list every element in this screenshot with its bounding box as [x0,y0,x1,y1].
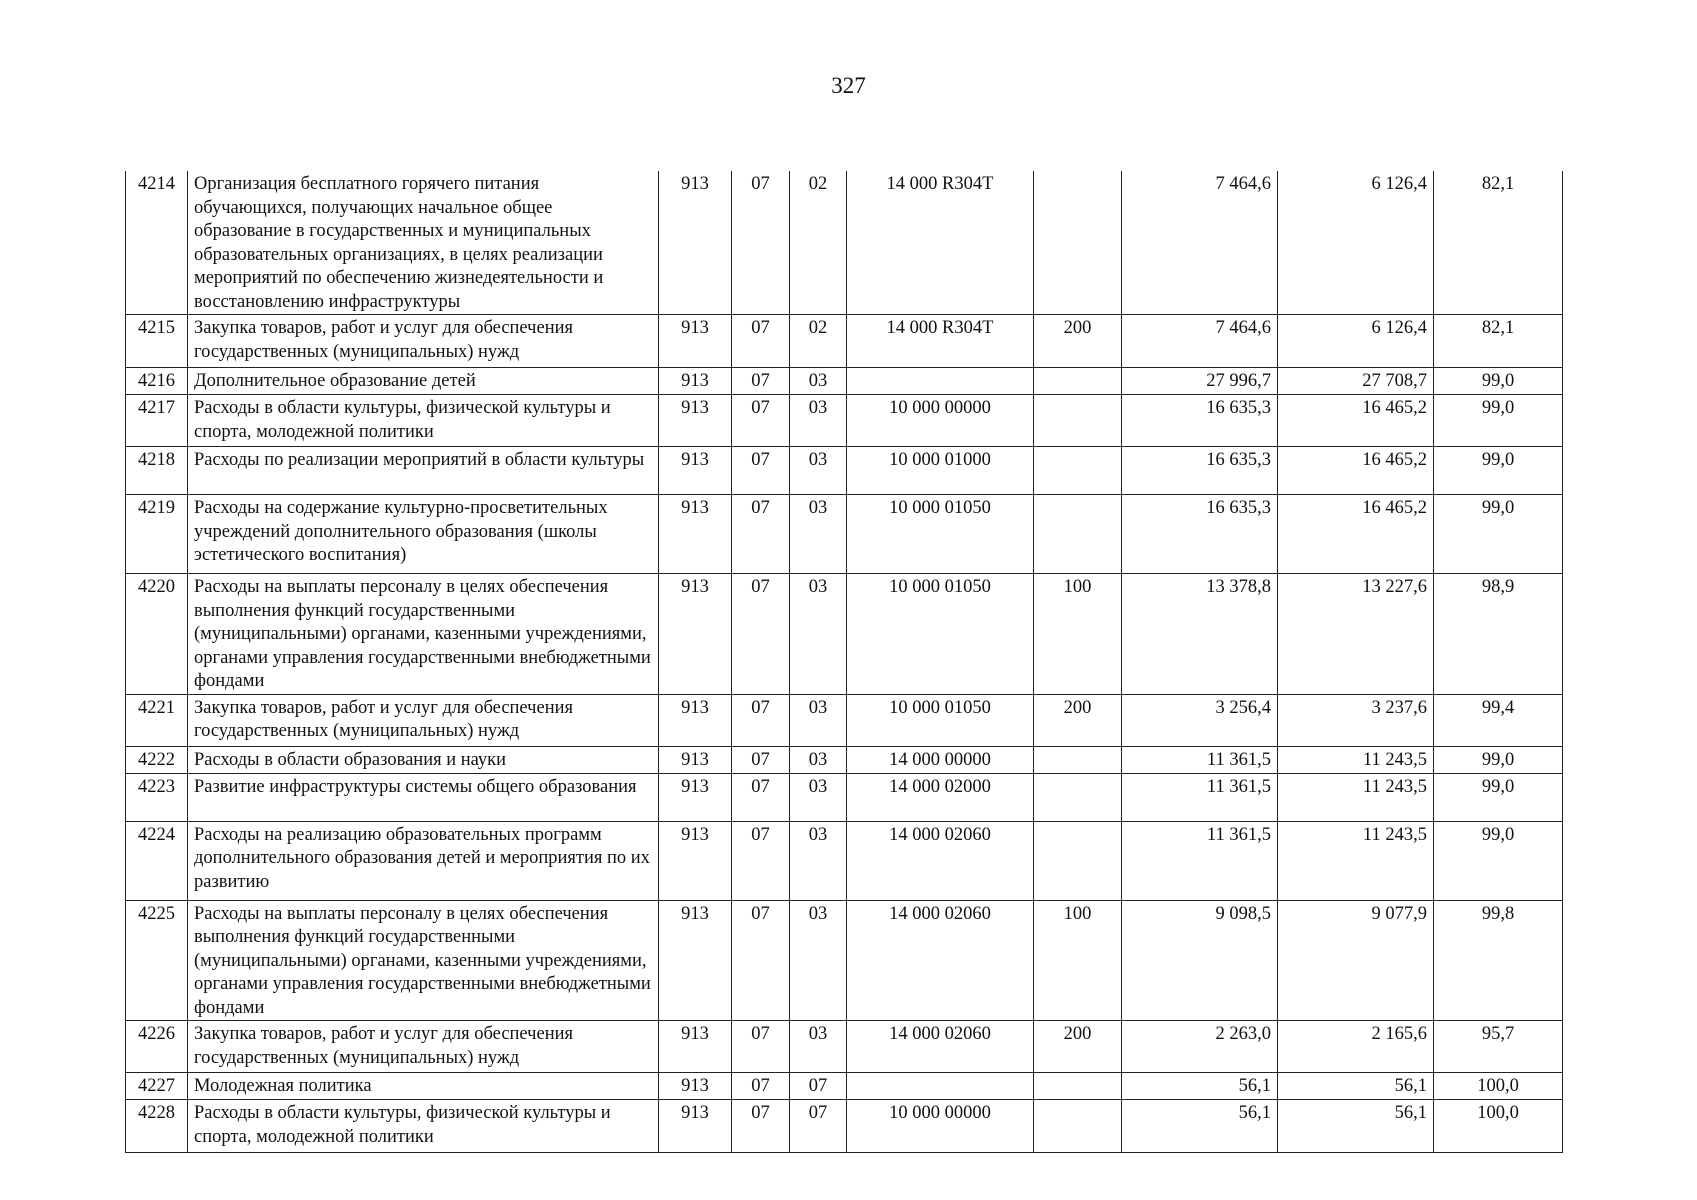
row-number: 4227 [126,1073,188,1100]
row-number: 4223 [126,773,188,821]
expense-name: Молодежная политика [188,1073,659,1100]
execution-percent: 99,0 [1434,368,1563,395]
target-article-code [847,368,1034,395]
department-code: 913 [659,368,732,395]
actual-amount: 6 126,4 [1278,171,1434,315]
subsection-code: 03 [790,694,847,746]
expense-type-code [1034,171,1122,315]
planned-amount: 16 635,3 [1122,447,1278,495]
subsection-code: 03 [790,368,847,395]
department-code: 913 [659,694,732,746]
department-code: 913 [659,495,732,574]
planned-amount: 11 361,5 [1122,773,1278,821]
execution-percent: 100,0 [1434,1073,1563,1100]
row-number: 4219 [126,495,188,574]
expense-name: Расходы в области образования и науки [188,746,659,773]
planned-amount: 7 464,6 [1122,315,1278,368]
section-code: 07 [732,395,790,447]
expense-name: Закупка товаров, работ и услуг для обеспечения государственных (муниципальных) нужд [188,315,659,368]
department-code: 913 [659,315,732,368]
table-row [126,746,1563,773]
table-row [126,315,1563,368]
actual-amount: 56,1 [1278,1100,1434,1153]
execution-percent: 95,7 [1434,1021,1563,1073]
target-article-code: 10 000 01050 [847,574,1034,695]
department-code: 913 [659,821,732,900]
section-code: 07 [732,315,790,368]
row-number: 4228 [126,1100,188,1153]
table-row [126,447,1563,495]
table-row [126,900,1563,1021]
expense-type-code: 200 [1034,694,1122,746]
actual-amount: 13 227,6 [1278,574,1434,695]
planned-amount: 16 635,3 [1122,395,1278,447]
department-code: 913 [659,773,732,821]
subsection-code: 03 [790,1021,847,1073]
subsection-code: 07 [790,1100,847,1153]
section-code: 07 [732,746,790,773]
execution-percent: 100,0 [1434,1100,1563,1153]
execution-percent: 99,8 [1434,900,1563,1021]
target-article-code: 14 000 R304T [847,315,1034,368]
expense-type-code [1034,1100,1122,1153]
execution-percent: 99,4 [1434,694,1563,746]
row-number: 4218 [126,447,188,495]
target-article-code: 14 000 00000 [847,746,1034,773]
target-article-code: 10 000 01050 [847,495,1034,574]
row-number: 4215 [126,315,188,368]
target-article-code: 14 000 02000 [847,773,1034,821]
department-code: 913 [659,1073,732,1100]
expense-name: Развитие инфраструктуры системы общего образования [188,773,659,821]
actual-amount: 11 243,5 [1278,821,1434,900]
actual-amount: 16 465,2 [1278,495,1434,574]
section-code: 07 [732,574,790,695]
actual-amount: 9 077,9 [1278,900,1434,1021]
subsection-code: 03 [790,395,847,447]
expense-name: Расходы на выплаты персоналу в целях обеспечения выполнения функций государственными (муниципальными) органами, казенными учреждениями, органами управления государственными внебюджетными фондами [188,900,659,1021]
subsection-code: 03 [790,900,847,1021]
table-row [126,395,1563,447]
row-number: 4220 [126,574,188,695]
section-code: 07 [732,821,790,900]
section-code: 07 [732,900,790,1021]
expense-type-code [1034,1073,1122,1100]
subsection-code: 02 [790,315,847,368]
planned-amount: 7 464,6 [1122,171,1278,315]
actual-amount: 27 708,7 [1278,368,1434,395]
section-code: 07 [732,1021,790,1073]
table-row [126,1021,1563,1073]
table-row [126,574,1563,695]
subsection-code: 03 [790,447,847,495]
section-code: 07 [732,171,790,315]
department-code: 913 [659,447,732,495]
row-number: 4217 [126,395,188,447]
execution-percent: 82,1 [1434,171,1563,315]
execution-percent: 99,0 [1434,773,1563,821]
section-code: 07 [732,773,790,821]
expense-name: Закупка товаров, работ и услуг для обеспечения государственных (муниципальных) нужд [188,694,659,746]
budget-table-body [126,171,1563,1153]
row-number: 4221 [126,694,188,746]
actual-amount: 16 465,2 [1278,395,1434,447]
section-code: 07 [732,495,790,574]
target-article-code: 14 000 R304T [847,171,1034,315]
expense-name: Организация бесплатного горячего питания обучающихся, получающих начальное общее образование в государственных и муниципальных образовательных организациях, в целях реализации мероприятий по обеспечению жизнедеятельности и восстановлению инфраструктуры [188,171,659,315]
table-row [126,1073,1563,1100]
planned-amount: 56,1 [1122,1100,1278,1153]
execution-percent: 98,9 [1434,574,1563,695]
department-code: 913 [659,1100,732,1153]
expense-name: Закупка товаров, работ и услуг для обеспечения государственных (муниципальных) нужд [188,1021,659,1073]
expense-type-code: 100 [1034,900,1122,1021]
department-code: 913 [659,900,732,1021]
expense-name: Дополнительное образование детей [188,368,659,395]
planned-amount: 27 996,7 [1122,368,1278,395]
section-code: 07 [732,1073,790,1100]
section-code: 07 [732,447,790,495]
planned-amount: 11 361,5 [1122,821,1278,900]
planned-amount: 2 263,0 [1122,1021,1278,1073]
expense-type-code [1034,746,1122,773]
subsection-code: 03 [790,574,847,695]
subsection-code: 02 [790,171,847,315]
subsection-code: 03 [790,746,847,773]
section-code: 07 [732,1100,790,1153]
section-code: 07 [732,368,790,395]
table-row [126,368,1563,395]
expense-type-code [1034,773,1122,821]
row-number: 4224 [126,821,188,900]
target-article-code: 10 000 01050 [847,694,1034,746]
table-row [126,773,1563,821]
subsection-code: 03 [790,773,847,821]
subsection-code: 03 [790,821,847,900]
expense-name: Расходы в области культуры, физической культуры и спорта, молодежной политики [188,395,659,447]
planned-amount: 3 256,4 [1122,694,1278,746]
expense-name: Расходы в области культуры, физической культуры и спорта, молодежной политики [188,1100,659,1153]
target-article-code: 10 000 00000 [847,395,1034,447]
budget-table [125,171,1563,1153]
row-number: 4216 [126,368,188,395]
actual-amount: 2 165,6 [1278,1021,1434,1073]
execution-percent: 99,0 [1434,447,1563,495]
department-code: 913 [659,574,732,695]
expense-type-code [1034,821,1122,900]
execution-percent: 99,0 [1434,495,1563,574]
planned-amount: 9 098,5 [1122,900,1278,1021]
section-code: 07 [732,694,790,746]
planned-amount: 13 378,8 [1122,574,1278,695]
actual-amount: 11 243,5 [1278,746,1434,773]
table-row [126,1100,1563,1153]
execution-percent: 82,1 [1434,315,1563,368]
expense-name: Расходы на выплаты персоналу в целях обеспечения выполнения функций государственными (муниципальными) органами, казенными учреждениями, органами управления государственными внебюджетными фондами [188,574,659,695]
expense-type-code: 100 [1034,574,1122,695]
department-code: 913 [659,171,732,315]
planned-amount: 16 635,3 [1122,495,1278,574]
execution-percent: 99,0 [1434,395,1563,447]
table-row [126,495,1563,574]
row-number: 4222 [126,746,188,773]
expense-name: Расходы по реализации мероприятий в области культуры [188,447,659,495]
expense-name: Расходы на реализацию образовательных программ дополнительного образования детей и мероприятия по их развитию [188,821,659,900]
table-row [126,694,1563,746]
planned-amount: 56,1 [1122,1073,1278,1100]
target-article-code [847,1073,1034,1100]
department-code: 913 [659,395,732,447]
department-code: 913 [659,746,732,773]
actual-amount: 11 243,5 [1278,773,1434,821]
planned-amount: 11 361,5 [1122,746,1278,773]
row-number: 4226 [126,1021,188,1073]
expense-name: Расходы на содержание культурно-просветительных учреждений дополнительного образования (школы эстетического воспитания) [188,495,659,574]
expense-type-code [1034,495,1122,574]
table-row [126,171,1563,315]
target-article-code: 14 000 02060 [847,821,1034,900]
expense-type-code [1034,447,1122,495]
expense-type-code [1034,395,1122,447]
target-article-code: 14 000 02060 [847,900,1034,1021]
actual-amount: 16 465,2 [1278,447,1434,495]
target-article-code: 14 000 02060 [847,1021,1034,1073]
execution-percent: 99,0 [1434,746,1563,773]
actual-amount: 6 126,4 [1278,315,1434,368]
row-number: 4214 [126,171,188,315]
table-row [126,821,1563,900]
expense-type-code [1034,368,1122,395]
actual-amount: 3 237,6 [1278,694,1434,746]
execution-percent: 99,0 [1434,821,1563,900]
expense-type-code: 200 [1034,1021,1122,1073]
subsection-code: 07 [790,1073,847,1100]
department-code: 913 [659,1021,732,1073]
target-article-code: 10 000 00000 [847,1100,1034,1153]
expense-type-code: 200 [1034,315,1122,368]
page-number: 327 [831,73,866,98]
subsection-code: 03 [790,495,847,574]
target-article-code: 10 000 01000 [847,447,1034,495]
actual-amount: 56,1 [1278,1073,1434,1100]
row-number: 4225 [126,900,188,1021]
